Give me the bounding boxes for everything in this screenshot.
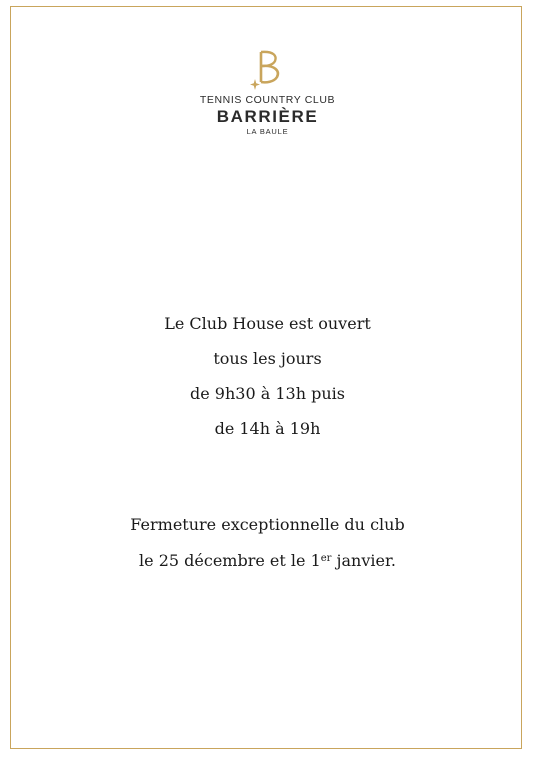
logo-line-brand: BARRIÈRE	[216, 107, 319, 126]
b-star-monogram-icon	[250, 46, 286, 92]
logo-line-club: TENNIS COUNTRY CLUB	[199, 94, 336, 106]
closure-line-2-superscript: er	[320, 553, 332, 564]
hours-line-1: Le Club House est ouvert	[164, 314, 371, 333]
logo-line-location: LA BAULE	[246, 127, 289, 136]
closure-line-1: Fermeture exceptionnelle du club	[130, 515, 405, 534]
opening-hours	[0, 311, 535, 451]
closure-line-2-start: le 25 décembre et le 1	[139, 551, 321, 570]
hours-line-2: tous les jours	[213, 349, 322, 368]
closure-notice	[0, 512, 535, 584]
club-logo	[0, 46, 535, 136]
hours-line-4: de 14h à 19h	[214, 419, 321, 438]
closure-line-2	[0, 548, 535, 584]
closure-line-2-end: janvier.	[331, 551, 396, 570]
hours-line-3: de 9h30 à 13h puis	[190, 384, 345, 403]
